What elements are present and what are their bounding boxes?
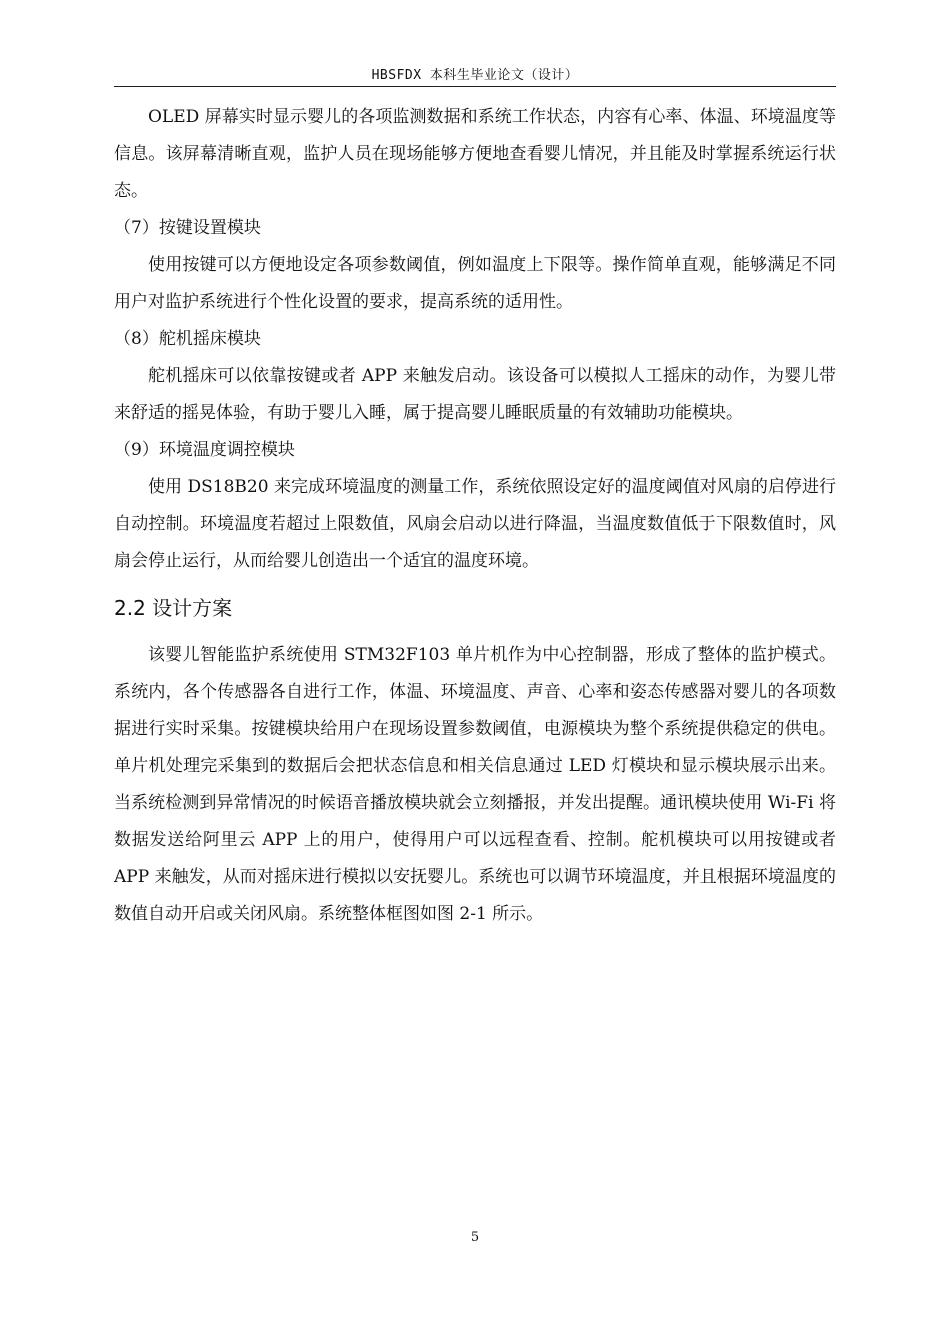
paragraph-temperature-control: 使用 DS18B20 来完成环境温度的测量工作，系统依照设定好的温度阈值对风扇的启停进行自动控制。环境温度若超过上限数值，风扇会启动以进行降温，当温度数值低于下限数值时，风扇会停止运行，从而给婴儿创造出一个适宜的温度环境。 xyxy=(114,477,836,571)
paragraph-design-scheme: 该婴儿智能监护系统使用 STM32F103 单片机作为中心控制器，形成了整体的监护模式。系统内，各个传感器各自进行工作，体温、环境温度、声音、心率和姿态传感器对婴儿的各项数据进行实时采集。按键模块给用户在现场设置参数阈值，电源模块为整个系统提供稳定的供电。单片机处理完采集到的数据后会把状态信息和相关信息通过 LED 灯模块和显示模块展示出来。当系统检测到异常情况的时候语音播放模块就会立刻播报，并发出提醒。通讯模块使用 Wi-Fi 将数据发送给阿里云 APP 上的用户，使得用户可以远程查看、控制。舵机模块可以用按键或者 APP 来触发，从而对摇床进行模拟以安抚婴儿。系统也可以调节环境温度，并且根据环境温度的数值自动开启或关闭风扇。系统整体框图如图 2-1 所示。 xyxy=(114,645,836,924)
subheading-temperature-control: （9）环境温度调控模块 xyxy=(114,440,295,460)
header-rule xyxy=(114,86,836,87)
section-heading-design: 2.2 设计方案 xyxy=(114,596,233,620)
page-body xyxy=(114,99,836,933)
paragraph-oled-display: OLED 屏幕实时显示婴儿的各项监测数据和系统工作状态，内容有心率、体温、环境温度等信息。该屏幕清晰直观，监护人员在现场能够方便地查看婴儿情况，并且能及时掌握系统运行状态。 xyxy=(114,107,836,201)
paragraph-servo-cradle: 舵机摇床可以依靠按键或者 APP 来触发启动。该设备可以模拟人工摇床的动作，为婴儿带来舒适的摇晃体验，有助于婴儿入睡，属于提高婴儿睡眠质量的有效辅助功能模块。 xyxy=(114,366,836,423)
subheading-key-settings: （7）按键设置模块 xyxy=(114,218,261,238)
subheading-servo-cradle: （8）舵机摇床模块 xyxy=(114,329,261,349)
page-header: HBSFDX 本科生毕业论文（设计） xyxy=(371,68,579,83)
paragraph-key-settings: 使用按键可以方便地设定各项参数阈值，例如温度上下限等。操作简单直观，能够满足不同用户对监护系统进行个性化设置的要求，提高系统的适用性。 xyxy=(114,255,836,312)
page-number: 5 xyxy=(470,1230,480,1245)
